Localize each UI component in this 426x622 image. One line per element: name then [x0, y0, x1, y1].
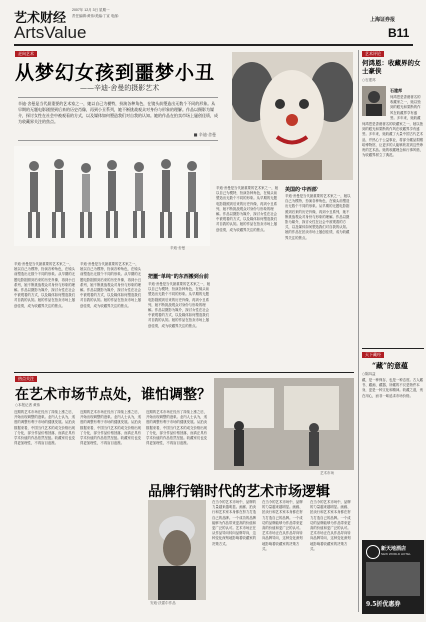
dancers-photo: [14, 146, 210, 246]
author-portrait: [362, 86, 386, 116]
top-body-col1: 辛迪·舍曼是当代最重要的艺术家之一，她以自己为模特，扮演各种角色，在镜头前塑造出无数个不同的形象。从早期的无题电影剧照到后来的历史肖像，再到小丑系列，她不断挑战观众对身份与形象的理解。作品以摄影为媒介，探讨女性在社会中被观看的方式，以及媒体如何塑造我们对自我的认知。她的作品在拍卖市场上屡创佳绩，成为收藏界关注的焦点。: [14, 262, 76, 308]
bottom-body-col1: 在当今的艺术市场中，品牌的力量越来越明显。画廊、拍卖行和艺术家本身都在努力打造自己的品牌。一个成功的品牌能够为作品带来更高的价值和更广泛的认可。艺术市场正在从作品导向转向品牌导向，这种变化深刻地影响着收藏家的决策方式。: [212, 500, 257, 546]
mid-rule: [14, 372, 354, 373]
top-body-col5: 辛迪·舍曼是当代最重要的艺术家之一，她以自己为模特，扮演各种角色，在镜头前塑造出无数个不同的形象。从早期的无题电影剧照到后来的历史肖像，再到小丑系列，她不断挑战观众对身份与形象的理解。作品以摄影为媒介，探讨女性在社会中被观看的方式，以及媒体如何塑造我们对自我的认知。她的作品在拍卖市场上屡创佳绩，成为收藏界关注的焦点。: [285, 194, 351, 240]
hotel-ad-price: 9.5折优惠券: [366, 601, 401, 608]
section-title-en: ArtsValue: [14, 23, 87, 42]
top-subtitle: ——辛迪·舍曼的摄影艺术: [80, 84, 160, 92]
right-byline: ○石建邦: [362, 78, 376, 82]
right-body-top: 何鸿恩是香港著名的收藏家之一，她以独到的眼光和果断的作风在收藏界享有盛誉。多年来，她收藏: [390, 95, 421, 120]
gallery-scene: [214, 378, 354, 470]
kicker-right: 艺术评论: [362, 51, 384, 57]
clown-portrait: [232, 52, 353, 180]
hotel-ad-image: [366, 562, 420, 596]
masthead-rule: [14, 44, 413, 46]
hotel-name-en: NEW WORLD HOTEL: [381, 552, 411, 556]
top-body-col2: 辛迪·舍曼是当代最重要的艺术家之一，她以自己为模特，扮演各种角色，在镜头前塑造出无数个不同的形象。从早期的无题电影剧照到后来的历史肖像，再到小丑系列，她不断挑战观众对身份与形象的理解。作品以摄影为媒介，探讨女性在社会中被观看的方式，以及媒体如何塑造我们对自我的认知。她的作品在拍卖市场上屡创佳绩，成为收藏界关注的焦点。: [80, 262, 142, 308]
section-title: 艺术财经: [14, 11, 67, 26]
mid-body-col2: 近期的艺术市场在经历了持续上涨之后，开始出现调整的迹象。业内人士认为，适度的调整有利于市场的健康发展。从拍卖数据来看，中国当代艺术的成交价格出现了分化，部分作品价格回落，而真正具有学术价值的作品依然坚挺。收藏家们也变得更加理性，不再盲目追涨。: [80, 410, 142, 446]
mid-headline: 在艺术市场节点处，谁怕调整？: [15, 387, 211, 403]
mid-body-col3: 近期的艺术市场在经历了持续上涨之后，开始出现调整的迹象。业内人士认为，适度的调整有利于市场的健康发展。从拍卖数据来看，中国当代艺术的成交价格出现了分化，部分作品价格回落，而真正具有学术价值的作品依然坚挺。收藏家们也变得更加理性，不再盲目追涨。: [146, 410, 208, 446]
page-number: B11: [388, 26, 410, 40]
top-subhead-2: 美国的‘中西部’: [285, 187, 319, 193]
top-lead-box: [18, 97, 218, 141]
top-body-col3: 辛迪·舍曼是当代最重要的艺术家之一，她以自己为模特，扮演各种角色，在镜头前塑造出无数个不同的形象。从早期的无题电影剧照到后来的历史肖像，再到小丑系列，她不断挑战观众对身份与形象的理解。作品以摄影为媒介，探讨女性在社会中被观看的方式，以及媒体如何塑造我们对自我的认知。她的作品在拍卖市场上屡创佳绩，成为收藏界关注的焦点。: [148, 282, 211, 328]
dancers-illustration: [14, 146, 210, 246]
top-subhead-1: 把噩“单纯”的东西搬到台前: [148, 274, 209, 280]
right-body-2: 藏，是一种保存，也是一种态度。古人藏书、藏画、藏器，所藏的不仅是物件本身，更是一种文化和精神。收藏之道，贵在用心，而非一味追求市场价格。: [362, 378, 424, 398]
newspaper-name: 上海证券报: [370, 17, 396, 23]
author-photo: [362, 86, 386, 116]
right-headline-2: “藏”的意蕴: [372, 361, 409, 370]
mid-byline: ○本报记者 黄伟: [15, 403, 41, 407]
issue-date: 2007年 12月 3日 星期一: [72, 8, 110, 12]
mid-body-col1: 近期的艺术市场在经历了持续上涨之后，开始出现调整的迹象。业内人士认为，适度的调整有利于市场的健康发展。从拍卖数据来看，中国当代艺术的成交价格出现了分化，部分作品价格回落，而真正具有学术价值的作品依然坚挺。收藏家们也变得更加理性，不再盲目追涨。: [14, 410, 76, 446]
hotel-name: 新天地酒店: [381, 546, 407, 552]
warhol-photo: [148, 500, 206, 600]
dancers-caption: 辛迪·舍曼: [170, 246, 186, 250]
gallery-caption: 艺术市场: [320, 471, 334, 475]
author-name: 石建邦: [390, 88, 402, 93]
bottom-body-col3: 在当今的艺术市场中，品牌的力量越来越明显。画廊、拍卖行和艺术家本身都在努力打造自己的品牌。一个成功的品牌能够为作品带来更高的价值和更广泛的认可。艺术市场正在从作品导向转向品牌导向，这种变化深刻地影响着收藏家的决策方式。: [310, 500, 351, 551]
hotel-ad: [362, 540, 424, 614]
gallery-photo: [214, 378, 354, 470]
bottom-body-col2: 在当今的艺术市场中，品牌的力量越来越明显。画廊、拍卖行和艺术家本身都在努力打造自己的品牌。一个成功的品牌能够为作品带来更高的价值和更广泛的认可。艺术市场正在从作品导向转向品牌导向，这种变化深刻地影响着收藏家的决策方式。: [262, 500, 303, 551]
right-body: 何鸿恩是香港著名的收藏家之一，她以独到的眼光和果断的作风在收藏界享有盛誉。多年来，她收藏了大量中国古代艺术品，并热心于公益事业，将部分藏品捐赠给博物馆，让更多的人能够欣赏到这些珍贵的艺术品。她的收藏理念和行事风格，为收藏界树立了典范。: [362, 122, 424, 158]
right-byline-2: ○陈四益: [362, 372, 376, 376]
top-body-col4: 辛迪·舍曼是当代最重要的艺术家之一，她以自己为模特，扮演各种角色，在镜头前塑造出无数个不同的形象。从早期的无题电影剧照到后来的历史肖像，再到小丑系列，她不断挑战观众对身份与形象的理解。作品以摄影为媒介，探讨女性在社会中被观看的方式，以及媒体如何塑造我们对自我的认知。她的作品在拍卖市场上屡创佳绩，成为收藏界关注的焦点。: [216, 186, 279, 232]
warhol-caption: 安迪·沃霍尔作品: [150, 601, 176, 605]
top-author: ■ 辛迪·舍曼: [193, 132, 216, 137]
right-mid-rule: [362, 348, 424, 349]
warhol-portrait: [148, 500, 206, 600]
hotel-logo-icon: [366, 545, 380, 559]
right-headline: 何鸿恩：收藏界的女士豪侠: [362, 59, 421, 75]
kicker-top: 走向艺术: [15, 51, 37, 57]
bottom-headline: 品牌行销时代的艺术市场逻辑: [148, 484, 330, 500]
right-column-divider: [358, 50, 359, 612]
top-headline: 从梦幻女孩到噩梦小丑: [15, 62, 216, 84]
clown-photo: [232, 52, 353, 180]
kicker-right-2: 天下藏经: [362, 352, 384, 358]
top-lead-text: 辛迪·舍曼是当代最重要的艺术家之一，她以自己为模特，扮演各种角色，在镜头前塑造出无数个不同的形象。从早期的无题电影剧照到后来的历史肖像，再到小丑系列，她不断挑战观众对身份与形象的理解。作品以摄影为媒介，探讨女性在社会中被观看的方式，以及媒体如何塑造我们对自我的认知。她的作品在拍卖市场上屡创佳绩，成为收藏界关注的焦点。: [18, 101, 218, 124]
editor-info: 责任编辑:黄伟/美编:丁宣 电邮:: [72, 14, 119, 18]
kicker-mid: 热点关注: [15, 376, 37, 382]
